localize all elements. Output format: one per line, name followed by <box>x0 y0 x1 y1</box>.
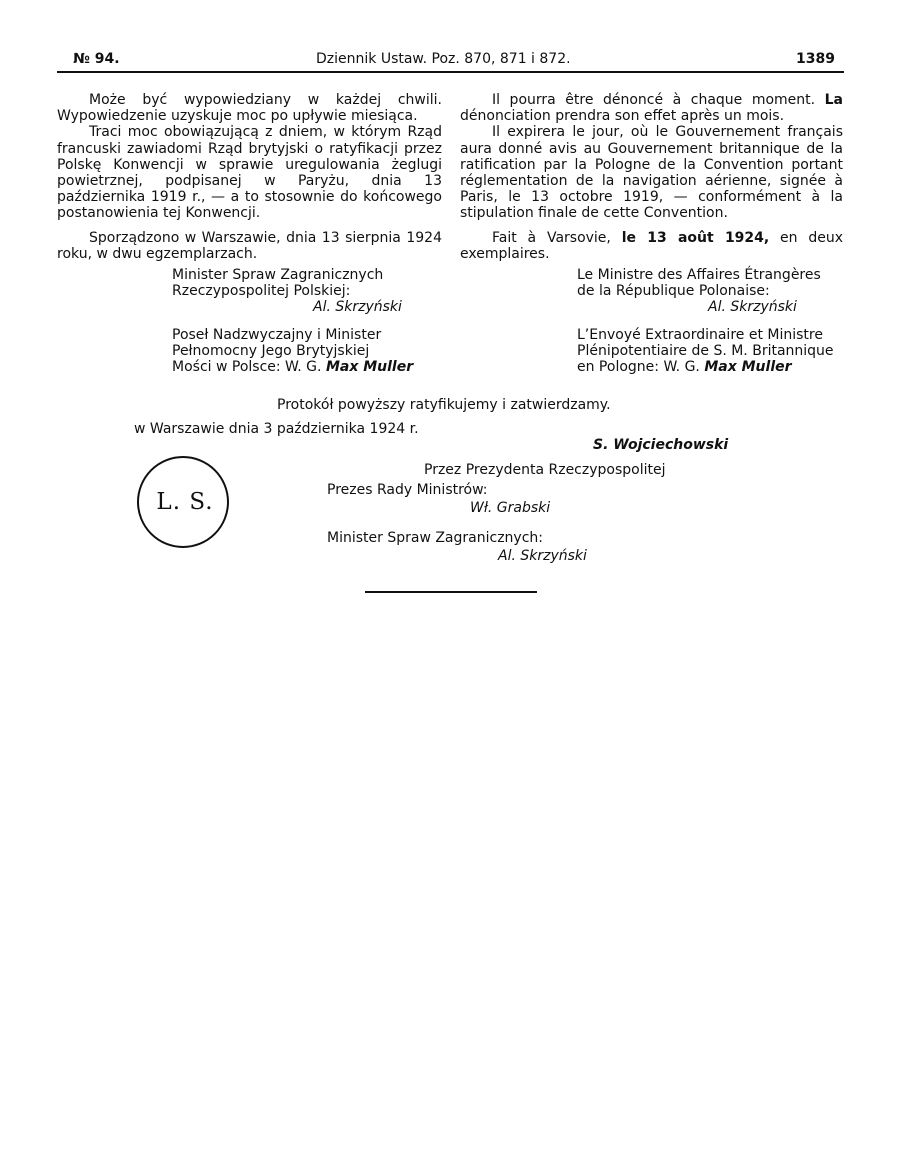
french-sig2-name: Max Muller <box>704 359 792 376</box>
by-president-line: Przez Prezydenta Rzeczypospolitej <box>424 462 666 478</box>
ratification-place-date: w Warszawie dnia 3 października 1924 r. <box>134 421 419 437</box>
french-sig2-prefix: en Pologne: W. G. <box>577 359 700 376</box>
polish-column <box>57 92 442 262</box>
president-signature: S. Wojciechowski <box>593 437 729 453</box>
polish-signature-1 <box>172 267 402 316</box>
french-sig1-title-2: de la République Polonaise: <box>577 283 770 300</box>
ratification-protocol: Protokół powyższy ratyfikujemy i zatwierdzamy. <box>277 397 611 413</box>
french-column <box>460 92 843 262</box>
polish-sig1-name: Al. Skrzyński <box>313 299 402 316</box>
polish-paragraph-2: Traci moc obowiązującą z dniem, w którym Rząd francuski zawiadomi Rząd brytyjski o ratyfikacji przez Polskę Konwencji w sprawie uregulowania żeglugi powietrznej, podpisanej w Paryżu, dnia 13 października 1919 r., — a to stosownie do końcowego postanowienia tej Konwencji. <box>57 124 442 222</box>
polish-sig2-title-2: Pełnomocny Jego Brytyjskiej <box>172 343 370 360</box>
polish-paragraph-1: Może być wypowiedziany w każdej chwili. Wypowiedzenie uzyskuje moc po upływie miesiąca. <box>57 92 442 125</box>
polish-sig2-title-1: Poseł Nadzwyczajny i Minister <box>172 327 382 343</box>
polish-sig2-prefix: Mości w Polsce: W. G. <box>172 359 322 376</box>
polish-sig1-title-1: Minister Spraw Zagranicznych <box>172 267 384 283</box>
french-sig1-name: Al. Skrzyński <box>708 299 797 316</box>
polish-sig2-name: Max Muller <box>325 359 414 376</box>
french-sig2-title-3 <box>577 359 834 375</box>
french-signature-1 <box>577 267 821 316</box>
polish-paragraph-3: Sporządzono w Warszawie, dnia 13 sierpnia 1924 roku, w dwu egzemplarzach. <box>57 229 442 262</box>
header-rule <box>57 71 844 73</box>
french-sig1-title-1: Le Ministre des Affaires Étrangères <box>577 267 821 283</box>
french-paragraph-2: Il expirera le jour, où le Gouvernement français aura donné avis au Gouvernement britannique de la ratification par la Pologne de la Convention portant réglementation de la navigation aérienne, signée à Paris, le 13 octobre 1919, — conformément à la stipulation finale de cette Convention. <box>460 124 843 222</box>
polish-sig2-title-3 <box>172 359 413 375</box>
section-end-rule <box>365 591 537 593</box>
polish-sig1-title-2: Rzeczypospolitej Polskiej: <box>172 283 351 300</box>
french-sig2-title-1: L’Envoyé Extraordinaire et Ministre <box>577 327 823 343</box>
foreign-minister-title: Minister Spraw Zagranicznych: <box>327 530 543 546</box>
page-number: 1389 <box>796 51 835 67</box>
polish-signature-2 <box>172 327 413 376</box>
french-paragraph-3: Fait à Varsovie, le 13 août 1924, en deux exemplaires. <box>460 229 844 262</box>
prime-minister-name: Wł. Grabski <box>470 500 551 516</box>
prime-minister-title: Prezes Rady Ministrów: <box>327 482 488 498</box>
foreign-minister-name: Al. Skrzyński <box>498 548 587 564</box>
seal-text: L. S. <box>156 489 214 515</box>
journal-header: Dziennik Ustaw. Poz. 870, 871 i 872. <box>316 51 571 67</box>
french-sig2-title-2: Plénipotentiaire de S. M. Britannique <box>577 343 834 360</box>
seal-circle <box>137 456 229 548</box>
french-paragraph-1: Il pourra être dénoncé à chaque moment. La dénonciation prendra son effet après un mois. <box>460 92 843 125</box>
issue-number: № 94. <box>73 51 120 67</box>
french-signature-2 <box>577 327 834 376</box>
